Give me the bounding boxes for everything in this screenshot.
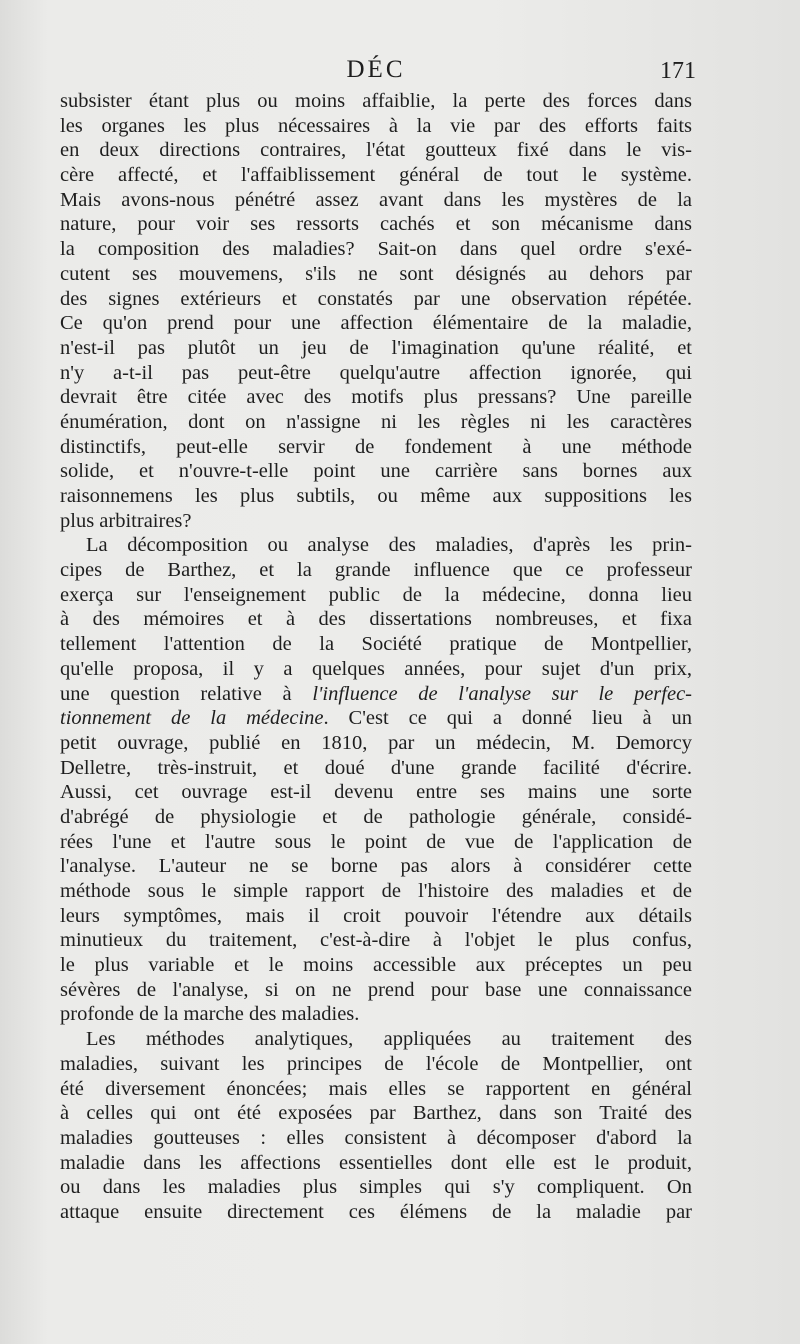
text-run: l'analyse. L'auteur ne se borne pas alors à considérer cette: [60, 855, 692, 878]
italic-run: tionnement de la médecine: [60, 707, 324, 730]
text-line: [60, 410, 692, 435]
text-line: [60, 632, 692, 657]
text-line: [60, 830, 692, 855]
text-run: nature, pour voir ses ressorts cachés et son mécanisme dans: [60, 213, 692, 236]
text-run: exerça sur l'enseignement public de la médecine, donna lieu: [60, 583, 692, 606]
text-line: [60, 533, 692, 558]
text-line: [60, 879, 692, 904]
text-line: [60, 904, 692, 929]
text-line: [60, 731, 692, 756]
text-line: [60, 484, 692, 509]
text-run: été diversement énoncées; mais elles se rapportent en général: [60, 1077, 692, 1100]
text-run: la composition des maladies? Sait-on dans quel ordre s'exé-: [60, 238, 692, 261]
text-run: minutieux du traitement, c'est-à-dire à l'objet le plus confus,: [60, 929, 692, 952]
text-line: [60, 607, 692, 632]
text-run: une question relative à: [60, 682, 313, 705]
text-run: raisonnemens les plus subtils, ou même aux suppositions les: [60, 485, 692, 507]
text-run: à celles qui ont été exposées par Barthez, dans son Traité des: [60, 1102, 692, 1125]
italic-run: l'influence de l'analyse sur le perfec-: [312, 682, 692, 705]
text-line: [60, 311, 692, 336]
text-run: rées l'une et l'autre sous le point de vue de l'application de: [60, 830, 692, 853]
text-run: maladie dans les affections essentielles dont elle est le produit,: [60, 1151, 692, 1174]
text-run: n'est-il pas plutôt un jeu de l'imagination qu'une réalité, et: [60, 336, 692, 359]
text-run: Mais avons-nous pénétré assez avant dans les mystères de la: [60, 188, 692, 211]
text-line: [60, 212, 692, 237]
text-run: maladies goutteuses : elles consistent à décomposer d'abord la: [60, 1126, 692, 1149]
text-line: [60, 188, 692, 213]
text-run: Les méthodes analytiques, appliquées au traitement des: [86, 1028, 692, 1051]
text-run: Delletre, très-instruit, et doué d'une grande facilité d'écrire.: [60, 756, 692, 779]
text-line: [60, 1126, 692, 1151]
text-line: [60, 385, 692, 410]
text-run: petit ouvrage, publié en 1810, par un médecin, M. Demorcy: [60, 731, 692, 754]
page-header: [60, 56, 696, 92]
text-run: leurs symptômes, mais il croit pouvoir l'étendre aux détails: [60, 904, 692, 927]
text-line: [60, 1052, 692, 1077]
text-line: [60, 262, 692, 287]
text-line: [60, 558, 692, 583]
text-run: cipes de Barthez, et la grande influence que ce professeur: [60, 559, 692, 582]
text-line: [60, 1002, 692, 1027]
text-line: [60, 1077, 692, 1102]
text-run: en deux directions contraires, l'état goutteux fixé dans le vis-: [60, 139, 692, 162]
text-line: [60, 756, 692, 781]
text-run: cutent ses mouvemens, s'ils ne sont désignés au dehors par: [60, 262, 692, 285]
text-line: [60, 854, 692, 879]
text-line: [60, 336, 692, 361]
text-line: [60, 1027, 692, 1052]
text-line: [60, 583, 692, 608]
text-line: [60, 89, 692, 114]
text-line: [60, 435, 692, 460]
text-line: [60, 114, 692, 139]
text-run: des signes extérieurs et constatés par une observation répétée.: [60, 287, 692, 310]
text-run: cère affecté, et l'affaiblissement général de tout le système.: [60, 164, 692, 187]
text-run: Ce qu'on prend pour une affection élémentaire de la maladie,: [60, 312, 692, 335]
text-run: profonde de la marche des maladies.: [60, 1003, 360, 1026]
text-run: sévères de l'analyse, si on ne prend pour base une connaissance: [60, 978, 692, 1001]
text-run: Aussi, cet ouvrage est-il devenu entre ses mains une sorte: [60, 781, 692, 804]
text-line: [60, 978, 692, 1003]
text-line: [60, 682, 692, 707]
text-line: [60, 459, 692, 484]
text-line: [60, 1200, 692, 1225]
text-run: . C'est ce qui a donné lieu à un: [323, 707, 692, 730]
text-line: [60, 361, 692, 386]
text-line: [60, 1101, 692, 1126]
text-line: [60, 928, 692, 953]
text-run: le plus variable et le moins accessible aux préceptes un peu: [60, 954, 692, 977]
text-run: n'y a-t-il pas peut-être quelqu'autre affection ignorée, qui: [60, 361, 692, 384]
text-run: distinctifs, peut-elle servir de fondement à une méthode: [60, 435, 692, 458]
text-line: [60, 953, 692, 978]
text-run: d'abrégé de physiologie et de pathologie générale, considé-: [60, 805, 692, 828]
text-run: énumération, dont on n'assigne ni les règles ni les caractères: [60, 410, 692, 433]
text-run: attaque ensuite directement ces élémens de la maladie par: [60, 1200, 692, 1223]
text-run: ou dans les maladies plus simples qui s'y compliquent. On: [60, 1176, 692, 1199]
text-run: qu'elle proposa, il y a quelques années, pour sujet d'un prix,: [60, 657, 692, 680]
body-text: [60, 89, 692, 1225]
text-run: devrait être citée avec des motifs plus pressans? Une pareille: [60, 386, 692, 409]
text-line: [60, 657, 692, 682]
text-run: à des mémoires et à des dissertations nombreuses, et fixa: [60, 608, 692, 631]
running-head: DÉC: [346, 56, 406, 83]
text-run: subsister étant plus ou moins affaiblie, la perte des forces dans: [60, 90, 692, 112]
text-run: tellement l'attention de la Société pratique de Montpellier,: [60, 633, 692, 656]
text-line: [60, 780, 692, 805]
text-line: [60, 287, 692, 312]
text-line: [60, 1175, 692, 1200]
text-line: [60, 1151, 692, 1176]
page-number: 171: [660, 58, 696, 84]
text-run: plus arbitraires?: [60, 509, 192, 532]
text-run: solide, et n'ouvre-t-elle point une carrière sans bornes aux: [60, 460, 692, 483]
text-line: [60, 138, 692, 163]
text-line: [60, 237, 692, 262]
text-run: La décomposition ou analyse des maladies, d'après les prin-: [86, 534, 692, 557]
text-line: [60, 163, 692, 188]
text-run: les organes les plus nécessaires à la vie par des efforts faits: [60, 114, 692, 137]
text-line: [60, 706, 692, 731]
text-run: méthode sous le simple rapport de l'histoire des maladies et de: [60, 880, 692, 902]
text-run: maladies, suivant les principes de l'école de Montpellier, ont: [60, 1052, 692, 1075]
text-line: [60, 509, 692, 534]
text-line: [60, 805, 692, 830]
